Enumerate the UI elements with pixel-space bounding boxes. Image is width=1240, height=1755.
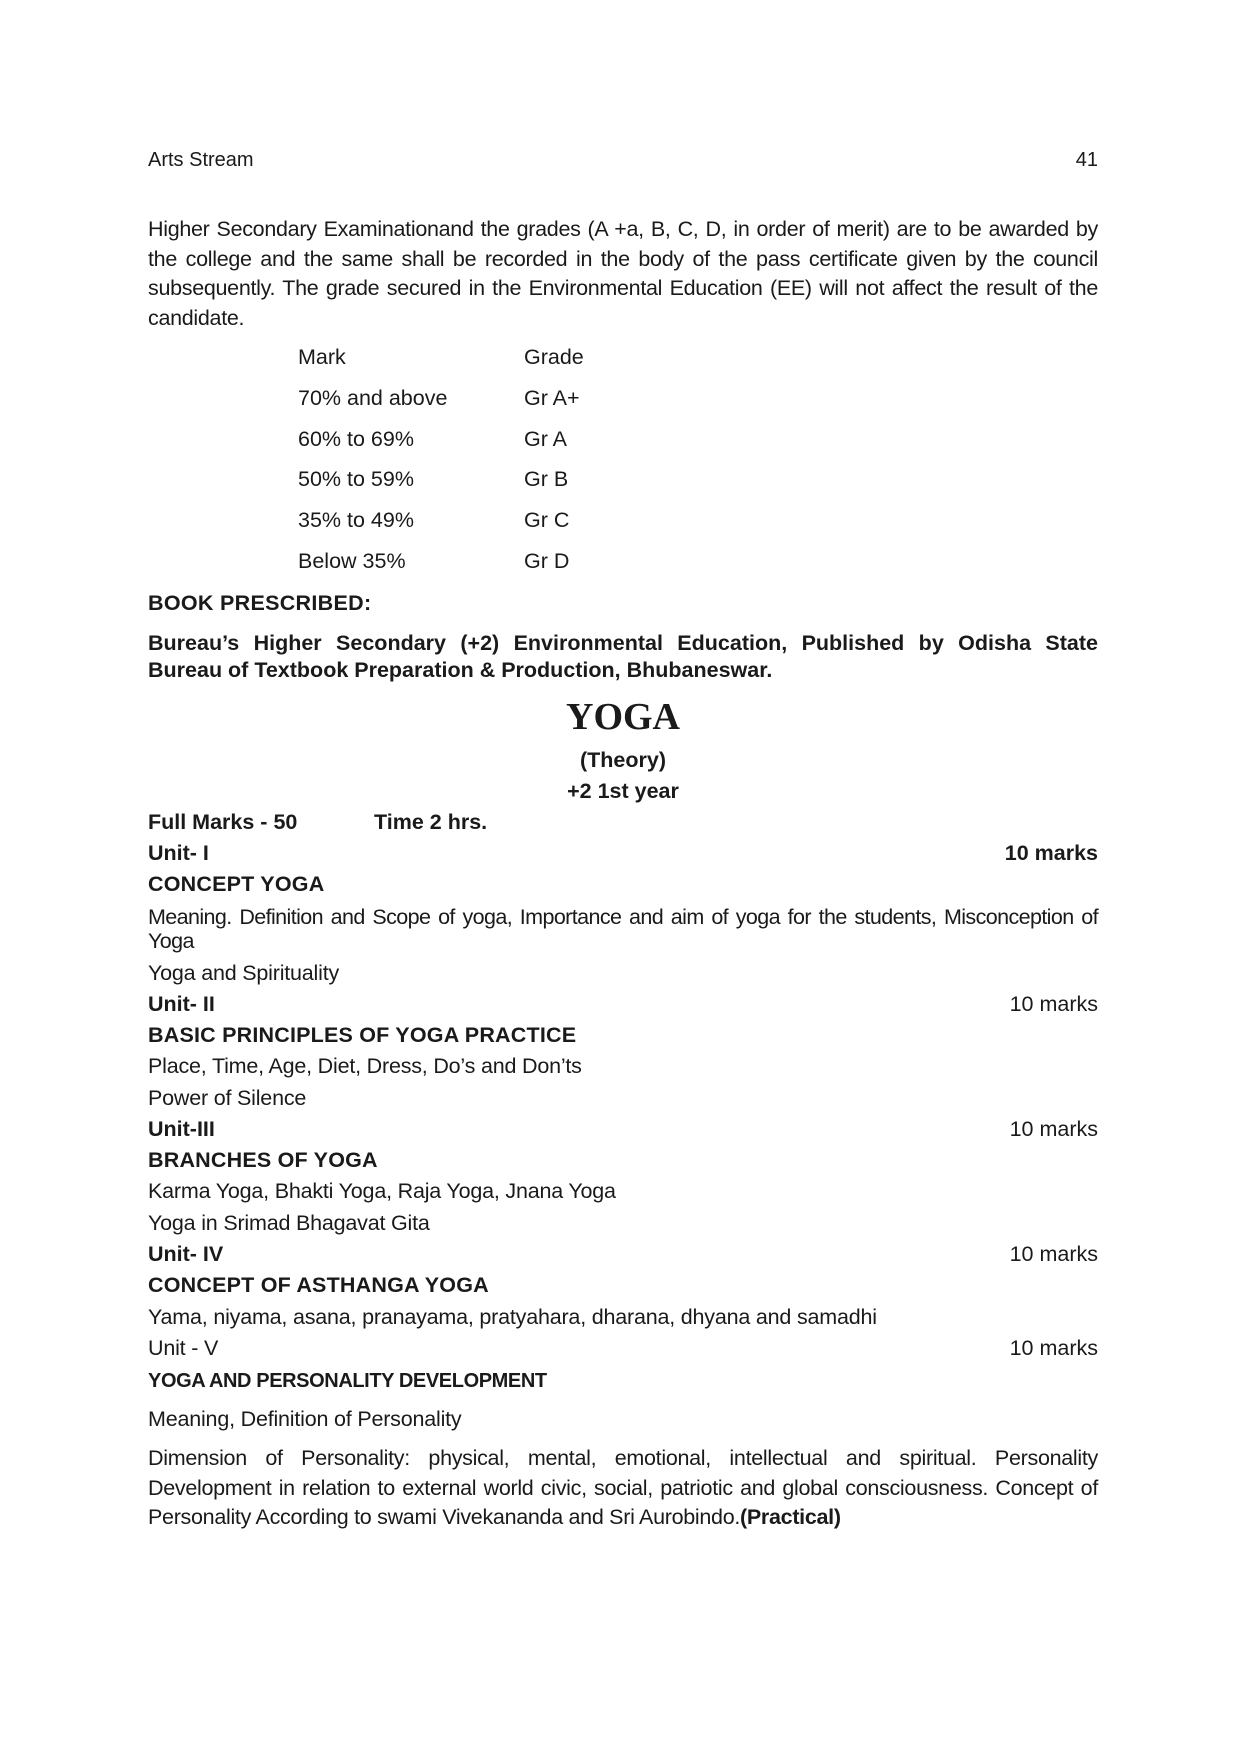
mark-cell: Below 35% bbox=[298, 548, 406, 573]
exam-time: Time 2 hrs. bbox=[374, 810, 488, 834]
unit-heading: BASIC PRINCIPLES OF YOGA PRACTICE bbox=[148, 1023, 577, 1047]
unit-text-paragraph bbox=[148, 1444, 1098, 1533]
unit-text-line: Karma Yoga, Bhakti Yoga, Raja Yoga, Jnana Yoga bbox=[148, 1179, 616, 1203]
unit-label: Unit- I bbox=[148, 841, 209, 865]
unit-text-line: Yoga and Spirituality bbox=[148, 961, 340, 985]
unit-marks: 10 marks bbox=[1009, 992, 1098, 1016]
section-subtitle: (Theory) bbox=[580, 748, 666, 772]
table-row bbox=[298, 427, 724, 468]
unit-text-line: Dimension of Personality: physical, mental, emotional, intellectual and spiritual. Personality Development in relation to external world civic, social, patriotic and global consciousness. Concept of Personality According to swami Vivekananda and Sri Aurobindo. bbox=[148, 1446, 1098, 1529]
practical-label: (Practical) bbox=[740, 1505, 841, 1529]
running-header: Arts Stream bbox=[148, 149, 254, 171]
unit-marks: 10 marks bbox=[1009, 1242, 1098, 1266]
unit-text-line: Meaning. Definition and Scope of yoga, Importance and aim of yoga for the students, Misconception of Yoga bbox=[148, 905, 1098, 953]
unit-label: Unit- II bbox=[148, 992, 215, 1016]
unit-label: Unit- IV bbox=[148, 1242, 224, 1266]
table-row bbox=[298, 549, 724, 590]
unit-text-line: Meaning, Definition of Personality bbox=[148, 1407, 462, 1431]
unit-marks: 10 marks bbox=[1004, 841, 1098, 865]
mark-cell: 50% to 59% bbox=[298, 467, 414, 492]
unit-label: Unit-III bbox=[148, 1117, 215, 1141]
grade-table bbox=[298, 345, 724, 590]
grade-cell: Gr A+ bbox=[524, 385, 580, 410]
unit-text-line: Place, Time, Age, Diet, Dress, Do’s and Don’ts bbox=[148, 1054, 582, 1078]
grade-cell: Gr B bbox=[524, 467, 569, 492]
section-title: YOGA bbox=[566, 696, 680, 738]
mark-cell: 35% to 49% bbox=[298, 508, 414, 533]
unit-text-line: Yama, niyama, asana, pranayama, pratyahara, dharana, dhyana and samadhi bbox=[148, 1305, 877, 1329]
unit-text-line: Power of Silence bbox=[148, 1086, 307, 1110]
table-row bbox=[298, 467, 724, 508]
unit-text-line: Yoga in Srimad Bhagavat Gita bbox=[148, 1211, 430, 1235]
grade-cell: Gr D bbox=[524, 548, 570, 573]
grade-cell: Gr A bbox=[524, 426, 568, 451]
mark-cell: 60% to 69% bbox=[298, 426, 414, 451]
book-prescribed-text: Bureau’s Higher Secondary (+2) Environmental Education, Published by Odisha State Bureau of Textbook Preparation & Production, Bhubaneswar. bbox=[148, 631, 1098, 682]
intro-paragraph: Higher Secondary Examinationand the grades (A +a, B, C, D, in order of merit) are to be awarded by the college and the same shall be recorded in the body of the pass certificate given by the council subsequently. The grade secured in the Environmental Education (EE) will not affect the result of the candidate. bbox=[148, 217, 1098, 330]
section-year: +2 1st year bbox=[567, 779, 679, 803]
column-header-grade: Grade bbox=[524, 345, 584, 369]
grade-table-header bbox=[298, 345, 724, 386]
unit-marks: 10 marks bbox=[1009, 1117, 1098, 1141]
unit-heading: YOGA AND PERSONALITY DEVELOPMENT bbox=[148, 1370, 547, 1392]
unit-heading: CONCEPT OF ASTHANGA YOGA bbox=[148, 1273, 489, 1297]
unit-label: Unit - V bbox=[148, 1336, 219, 1360]
book-prescribed-heading: BOOK PRESCRIBED: bbox=[148, 591, 372, 615]
column-header-mark: Mark bbox=[298, 345, 346, 369]
unit-marks: 10 marks bbox=[1009, 1336, 1098, 1360]
page-number: 41 bbox=[1075, 149, 1098, 171]
full-marks: Full Marks - 50 bbox=[148, 810, 298, 834]
grade-cell: Gr C bbox=[524, 508, 570, 533]
unit-heading: CONCEPT YOGA bbox=[148, 872, 325, 896]
table-row bbox=[298, 508, 724, 549]
unit-heading: BRANCHES OF YOGA bbox=[148, 1148, 378, 1172]
table-row bbox=[298, 386, 724, 427]
mark-cell: 70% and above bbox=[298, 385, 448, 410]
